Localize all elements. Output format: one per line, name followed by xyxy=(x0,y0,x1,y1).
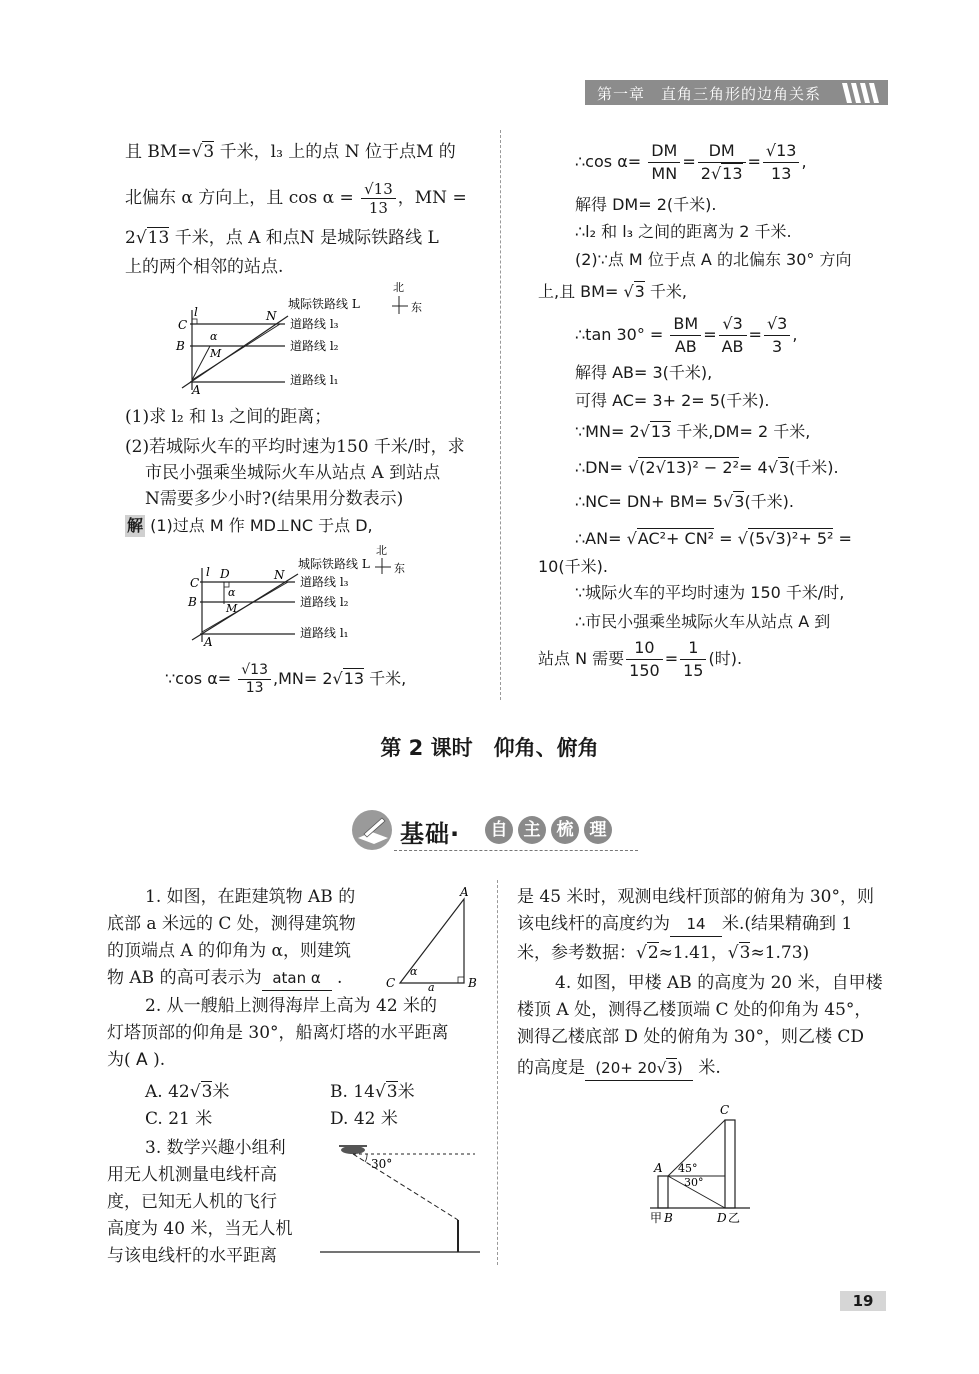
q3-line3: 度，已知无人机的飞行 xyxy=(107,1192,277,1212)
left-q1: (1)求 l₂ 和 l₃ 之间的距离； xyxy=(125,407,332,427)
left-q2b: 市民小强乘坐城际火车从站点 A 到站点 xyxy=(145,463,441,483)
q2-line2: 灯塔顶部的仰角是 30°，船离灯塔的水平距离 xyxy=(107,1023,449,1043)
fig2-label-B: B xyxy=(188,595,197,609)
chapter-title: 直角三角形的边角关系 xyxy=(661,85,822,103)
right-r12: ∴AN= √AC²+ CN² = √(5√3)²+ 5² = xyxy=(575,529,852,548)
banner-underline xyxy=(394,850,638,851)
right-r6: ∴tan 30° = $\frac{BM}{AB}$ = $\frac{√3}{AB}$ = $\frac{√3}{3}$ , xyxy=(575,314,798,356)
q3-cont-line3: 米，参考数据：√2≈1.41，√3≈1.73) xyxy=(517,943,810,963)
fig2-label-alpha: α xyxy=(228,586,236,599)
q4-line2: 楼顶 A 处，测得乙楼顶端 C 处的仰角为 45°， xyxy=(517,1000,872,1020)
fig1-label-C: C xyxy=(178,318,188,332)
q4-answer: (20+ 20√3) xyxy=(585,1056,693,1081)
header-stripes-icon xyxy=(842,83,882,103)
chapter-number: 第一章 xyxy=(597,85,646,103)
fig1-label-alpha: α xyxy=(210,330,218,343)
fig-q4-A: A xyxy=(654,1161,663,1175)
right-r16: 站点 N 需要 $\frac{10}{150}$ = $\frac{1}{15}$ (时). xyxy=(538,638,743,680)
right-r1: ∴cos α= $\frac{DM}{MN}$ = $\frac{DM}{2√13}$ = $\frac{√13}{13}$ , xyxy=(575,141,807,183)
q2-line3: 为( A ). xyxy=(107,1050,166,1070)
fig1-road2: 道路线 l₂ xyxy=(290,339,339,353)
q2-line1: 2. 从一艘船上测得海岸上高为 42 米的 xyxy=(145,996,438,1016)
fig2-label-D: D xyxy=(220,567,230,581)
fig1-label-M: M xyxy=(210,347,222,360)
left-q2c: N需要多少小时?(结果用分数表示) xyxy=(145,489,404,509)
q2-option-b: B. 14√3米 xyxy=(330,1082,415,1102)
q3-line4: 高度为 40 米，当无人机 xyxy=(107,1219,293,1239)
right-r14: ∵城际火车的平均时速为 150 千米/时, xyxy=(575,583,845,602)
q2-option-a: A. 42√3米 xyxy=(145,1082,230,1102)
fig2-railway: 城际铁路线 L xyxy=(298,557,370,571)
q3-line1: 3. 数学兴趣小组利 xyxy=(145,1138,286,1158)
fig2-label-l: l xyxy=(206,565,210,579)
q1-line1: 1. 如图，在距建筑物 AB 的 xyxy=(145,887,356,907)
fig-q4-yi: 乙 xyxy=(728,1211,741,1225)
fig2-label-A: A xyxy=(204,635,213,649)
left-p1: 且 BM=√3 千米，l₃ 上的点 N 位于点M 的 xyxy=(125,142,456,162)
lesson-title: 第 2 课时 仰角、俯角 xyxy=(380,736,599,760)
q2-option-c: C. 21 米 xyxy=(145,1109,213,1129)
fig-q4-B: B xyxy=(664,1211,673,1225)
fig1-railway: 城际铁路线 L xyxy=(288,297,360,311)
jie-badge: 解 xyxy=(127,516,144,535)
left-q2a: (2)若城际火车的平均时速为150 千米/时，求 xyxy=(125,437,465,457)
left-sol2: ∵cos α= $\frac{√13}{13}$ ,MN= 2√13 千米, xyxy=(165,662,407,696)
right-r13: 10(千米). xyxy=(538,557,608,576)
fig2-east: 东 xyxy=(394,562,405,575)
right-r5: 上,且 BM= √3 千米, xyxy=(538,282,688,301)
figure-railway-2 xyxy=(180,542,445,652)
right-r4: (2)∵点 M 位于点 A 的北偏东 30° 方向 xyxy=(575,250,852,269)
right-r15: ∴市民小强乘坐城际火车从站点 A 到 xyxy=(575,612,831,631)
left-p2: 北偏东 α 方向上，且 cos α = $\frac{√13}{13}$ ，MN = xyxy=(125,180,467,217)
fig1-label-B: B xyxy=(176,339,185,353)
q3-cont-line1: 是 45 米时，观测电线杆顶部的俯角为 30°，则 xyxy=(517,887,874,907)
banner-char-2: 主 xyxy=(518,816,546,844)
q3-cont-line2: 该电线杆的高度约为 14 米.(结果精确到 1 xyxy=(517,912,852,937)
right-r8: 可得 AC= 3+ 2= 5(千米). xyxy=(575,391,770,410)
q4-line1: 4. 如图，甲楼 AB 的高度为 20 米，自甲楼 xyxy=(555,973,883,993)
fig1-road3: 道路线 l₃ xyxy=(290,317,339,331)
right-r10: ∴DN= √(2√13)² − 2²= 4√3(千米). xyxy=(575,458,839,477)
q1-line4: 物 AB 的高可表示为 atan α . xyxy=(107,966,342,991)
right-r3: ∴l₂ 和 l₃ 之间的距离为 2 千米. xyxy=(575,222,792,241)
banner-char-4: 理 xyxy=(584,816,612,844)
fig-q1-alpha: α xyxy=(410,965,418,978)
fig1-north: 北 xyxy=(393,281,404,294)
fig-q4-30: 30° xyxy=(684,1176,704,1189)
fig-q4-C: C xyxy=(720,1103,730,1117)
fig1-road1: 道路线 l₁ xyxy=(290,373,339,387)
fig2-label-M: M xyxy=(226,602,238,615)
banner-title: 基础· xyxy=(400,820,461,848)
figure-railway-1 xyxy=(170,280,440,400)
fig-q4-D: D xyxy=(717,1211,727,1225)
q3-line2: 用无人机测量电线杆高 xyxy=(107,1165,277,1185)
q1-answer: atan α xyxy=(262,966,332,991)
q4-line3: 测得乙楼底部 D 处的俯角为 30°，则乙楼 CD xyxy=(517,1027,865,1047)
fig2-road1: 道路线 l₁ xyxy=(300,626,349,640)
figure-q3-drone xyxy=(315,1140,485,1260)
fig-q4-jia: 甲 xyxy=(650,1211,663,1225)
right-r2: 解得 DM= 2(千米). xyxy=(575,195,717,214)
fig2-label-N: N xyxy=(274,568,285,582)
right-r7: 解得 AB= 3(千米), xyxy=(575,363,713,382)
fig-q1-C: C xyxy=(386,976,396,990)
fig2-road3: 道路线 l₃ xyxy=(300,575,349,589)
fig1-east: 东 xyxy=(411,301,422,314)
q1-line2: 底部 a 米远的 C 处，测得建筑物 xyxy=(107,914,356,934)
left-p3: 2√13 千米，点 A 和点N 是城际铁路线 L xyxy=(125,228,439,248)
q2-answer: A xyxy=(136,1050,148,1070)
q3-line5: 与该电线杆的水平距离 xyxy=(107,1246,277,1266)
left-p4: 上的两个相邻的站点. xyxy=(125,257,284,277)
column-divider-top xyxy=(500,130,501,700)
fig2-label-C: C xyxy=(190,576,200,590)
fig1-label-N: N xyxy=(266,309,277,323)
figure-q4-buildings xyxy=(640,1100,770,1230)
q4-line4: 的高度是 (20+ 20√3) 米. xyxy=(517,1056,721,1081)
chapter-header xyxy=(585,80,888,105)
fig-q1-A: A xyxy=(460,885,469,899)
q2-option-d: D. 42 米 xyxy=(330,1109,398,1129)
figure-q1-triangle xyxy=(380,883,480,991)
right-r11: ∴NC= DN+ BM= 5√3(千米). xyxy=(575,492,795,511)
right-r9: ∵MN= 2√13 千米,DM= 2 千米, xyxy=(575,422,811,441)
banner-char-3: 梳 xyxy=(551,816,579,844)
fig-q1-a: a xyxy=(428,981,435,991)
q3-answer: 14 xyxy=(670,912,722,937)
fig-q4-45: 45° xyxy=(678,1162,698,1175)
fig-q1-B: B xyxy=(468,976,477,990)
banner-char-1: 自 xyxy=(485,816,513,844)
fig2-road2: 道路线 l₂ xyxy=(300,595,349,609)
section-banner xyxy=(350,806,650,856)
fig1-label-l: l xyxy=(194,305,198,319)
page-number: 19 xyxy=(840,1291,886,1311)
fig2-north: 北 xyxy=(376,544,387,557)
column-divider-bottom xyxy=(497,880,498,1265)
fig-q3-angle: 30° xyxy=(371,1157,393,1171)
pencil-book-icon xyxy=(350,808,396,852)
left-sol1: 解 (1)过点 M 作 MD⊥NC 于点 D, xyxy=(127,516,373,535)
fig1-label-A: A xyxy=(192,383,201,397)
q1-line3: 的顶端点 A 的仰角为 α，则建筑 xyxy=(107,941,351,961)
